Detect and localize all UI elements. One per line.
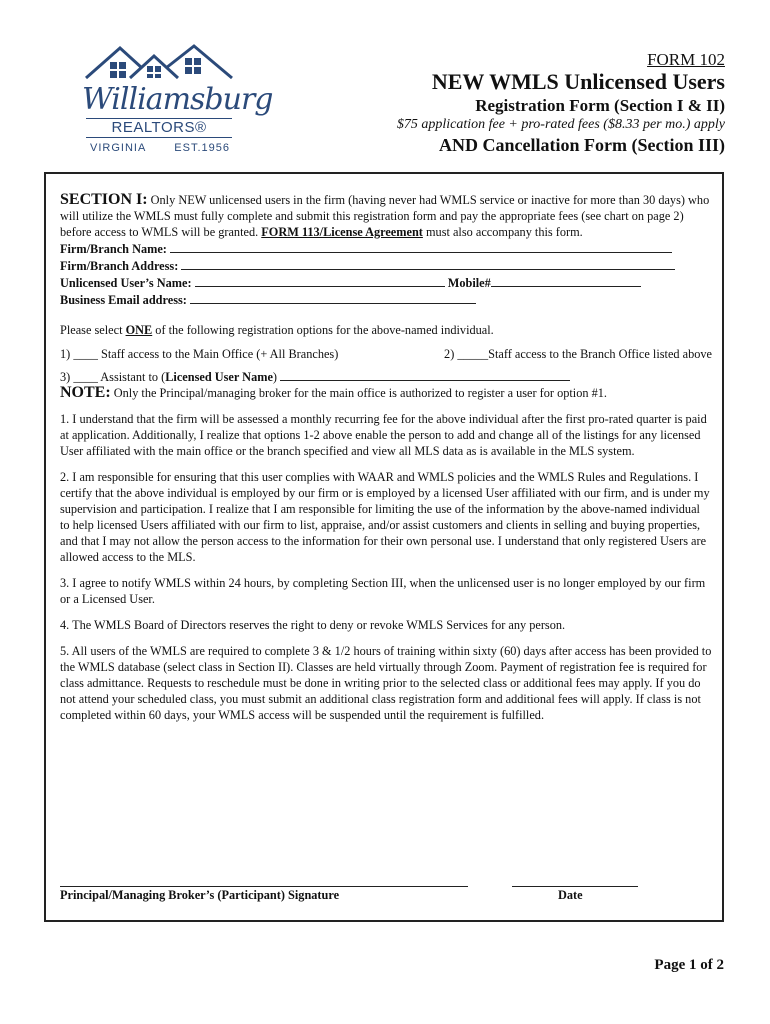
option-3-post: ) bbox=[272, 370, 278, 384]
date-field[interactable] bbox=[512, 876, 638, 887]
option-3-pre: 3) ____ Assistant to ( bbox=[60, 370, 166, 384]
mobile-label: Mobile# bbox=[447, 276, 491, 290]
email-label: Business Email address: bbox=[60, 293, 187, 307]
logo-wordmark: Williamsburg bbox=[82, 82, 273, 117]
paragraph-4: 4. The WMLS Board of Directors reserves the right to deny or revoke WMLS Services for any person. bbox=[60, 618, 566, 632]
mobile-field[interactable] bbox=[491, 274, 641, 287]
email-field[interactable] bbox=[190, 291, 476, 304]
section-one-intro bbox=[60, 192, 712, 240]
option-3[interactable] bbox=[60, 368, 712, 385]
date-label: Date bbox=[558, 888, 583, 902]
page-number: Page 1 of 2 bbox=[654, 957, 724, 973]
note-label: NOTE: bbox=[60, 384, 111, 401]
williamsburg-realtors-logo bbox=[78, 42, 273, 160]
section-one-content bbox=[60, 192, 712, 723]
logo-state: VIRGINIA bbox=[90, 142, 147, 154]
logo-footer bbox=[90, 142, 230, 154]
firm-address-row bbox=[60, 257, 712, 274]
cancellation-title: AND Cancellation Form (Section III) bbox=[439, 135, 725, 155]
logo-est: EST.1956 bbox=[174, 142, 230, 154]
license-agreement-link[interactable]: FORM 113/License Agreement bbox=[261, 225, 423, 239]
form-subtitle: Registration Form (Section I & II) bbox=[475, 96, 725, 115]
licensed-user-field[interactable] bbox=[280, 368, 570, 381]
option-3-bold: Licensed User Name bbox=[165, 370, 273, 384]
intro-text: Only NEW unlicensed users in the firm (having never had WMLS service or inactive for more than 30 days) who will utilize the WMLS must fully complete and submit this registration form and pay the appropriate fees (see chart on page 2) before access to WMLS will be granted. bbox=[60, 193, 710, 239]
section-one-box bbox=[44, 172, 724, 922]
email-row bbox=[60, 291, 712, 308]
option-2[interactable]: 2) _____Staff access to the Branch Office listed above bbox=[444, 347, 712, 361]
form-number: FORM 102 bbox=[647, 50, 725, 69]
paragraph-1: 1. I understand that the firm will be assessed a monthly recurring fee for the above individual after the first pro-rated quarter is paid at application. Additionally, I realize that options 1-2 above enable the person to add and change all of the listings for any licensed User affiliated with the main office or the branch specified and view all MLS data as is available in the MLS system. bbox=[60, 412, 707, 458]
firm-address-label: Firm/Branch Address: bbox=[60, 259, 179, 273]
user-name-row bbox=[60, 274, 712, 291]
note-text: Only the Principal/managing broker for the main office is authorized to register a user for option #1. bbox=[113, 386, 607, 400]
option-1[interactable]: 1) ____ Staff access to the Main Office (+ All Branches) bbox=[60, 347, 339, 361]
paragraph-3: 3. I agree to notify WMLS within 24 hours, by completing Section III, when the unlicensed user is no longer employed by our firm or a Licensed User. bbox=[60, 576, 706, 606]
houses-logo-icon bbox=[82, 42, 234, 86]
paragraph-5: 5. All users of the WMLS are required to complete 3 & 1/2 hours of training within sixty (60) days after access has been provided to the WMLS database (select class in Section II). Classes are held virtually through Zoom. Payment of registration fee is required for class admittance. Requests to reschedule must be done in writing prior to the selected class or additional fees may apply. If you do not attend your scheduled class, you must submit an additional class registration form and additional fees will apply. If class is not completed within 60 days, your WMLS access will be suspended until the requirement is fulfilled. bbox=[60, 644, 712, 722]
intro-tail: must also accompany this form. bbox=[425, 225, 583, 239]
fee-note: $75 application fee + pro-rated fees ($8.33 per mo.) apply bbox=[396, 117, 725, 132]
select-instruction bbox=[60, 322, 712, 338]
paragraph-2: 2. I am responsible for ensuring that this user complies with WAAR and WMLS policies and the WMLS Rules and Regulations. I certify that the above individual is employed by our firm or is employed by a licensed User affiliated with our firm, and is under my supervision and participation. I realize that I am responsible for limiting the use of the information by the above-named individual to help licensed Users affiliated with our firm to list, appraise, and/or assist customers and clients in selling and buying properties, and that I may not allow the person access to the information for their own personal use. I understand that only registered Users are allowed access to the MLS. bbox=[60, 470, 710, 564]
firm-name-label: Firm/Branch Name: bbox=[60, 242, 167, 256]
logo-realtors: REALTORS® bbox=[86, 118, 232, 138]
firm-address-field[interactable] bbox=[181, 257, 675, 270]
firm-name-field[interactable] bbox=[170, 240, 672, 253]
signature-label: Principal/Managing Broker’s (Participant) Signature bbox=[60, 888, 340, 902]
select-post: of the following registration options for the above-named individual. bbox=[155, 323, 494, 337]
signature-field[interactable] bbox=[60, 876, 468, 887]
select-pre: Please select bbox=[60, 323, 123, 337]
note-row bbox=[60, 385, 712, 401]
user-name-label: Unlicensed User’s Name: bbox=[60, 276, 192, 290]
select-one: ONE bbox=[125, 323, 153, 337]
user-name-field[interactable] bbox=[195, 274, 445, 287]
form-title: NEW WMLS Unlicensed Users bbox=[431, 69, 725, 94]
firm-name-row bbox=[60, 240, 712, 257]
options-row bbox=[60, 346, 712, 362]
section-heading: SECTION I: bbox=[60, 191, 148, 208]
